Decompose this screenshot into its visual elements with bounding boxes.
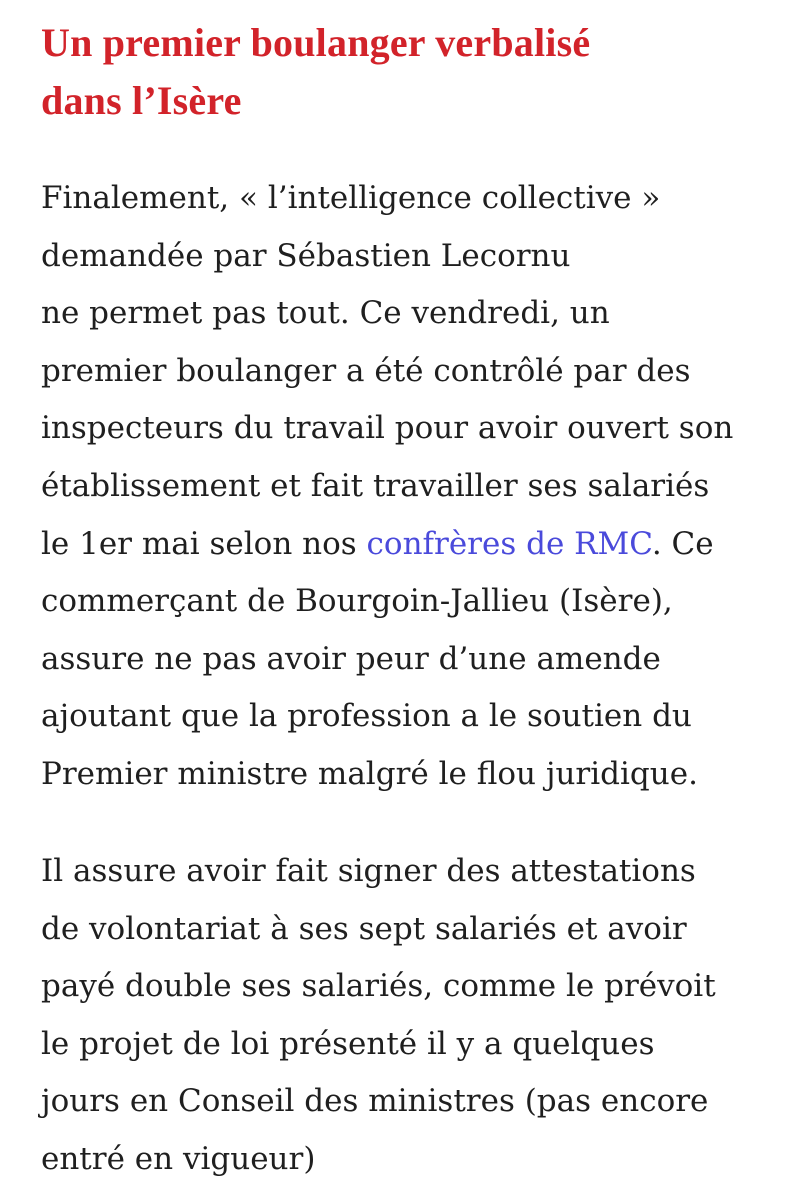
paragraph-line: de volontariat à ses sept salariés et avoir xyxy=(41,910,687,947)
paragraph-line: payé double ses salariés, comme le prévoit xyxy=(41,968,716,1005)
paragraph-line: inspecteurs du travail pour avoir ouvert son xyxy=(41,410,734,447)
paragraph-line: jours en Conseil des ministres (pas encore xyxy=(41,1083,709,1120)
article-headline xyxy=(41,14,590,130)
paragraph-line: Premier ministre malgré le flou juridique. xyxy=(41,755,698,792)
paragraph-line: ne permet pas tout. Ce vendredi, un xyxy=(41,295,610,332)
article-paragraph-2 xyxy=(41,843,716,1189)
rmc-source-link[interactable]: confrères de RMC xyxy=(366,525,652,562)
headline-line: Un premier boulanger verbalisé xyxy=(41,20,591,65)
paragraph-line: commerçant de Bourgoin-Jallieu (Isère), xyxy=(41,583,673,620)
headline-line: dans l’Isère xyxy=(41,78,242,123)
paragraph-line: demandée par Sébastien Lecornu xyxy=(41,237,571,274)
paragraph-line: Finalement, « l’intelligence collective » xyxy=(41,180,661,216)
paragraph-line: assure ne pas avoir peur d’une amende xyxy=(41,640,661,677)
paragraph-line: Il assure avoir fait signer des attestations xyxy=(41,853,696,889)
paragraph-line-with-link xyxy=(41,516,733,574)
paragraph-text: le 1er mai selon nos xyxy=(41,525,367,562)
paragraph-line: établissement et fait travailler ses salariés xyxy=(41,467,710,504)
paragraph-text: . Ce xyxy=(651,525,714,562)
paragraph-line: le projet de loi présenté il y a quelques xyxy=(41,1025,655,1062)
paragraph-line: ajoutant que la profession a le soutien du xyxy=(41,698,692,735)
article-paragraph-1 xyxy=(41,170,733,804)
paragraph-line: premier boulanger a été contrôlé par des xyxy=(41,352,691,389)
paragraph-line: entré en vigueur) xyxy=(41,1140,316,1177)
